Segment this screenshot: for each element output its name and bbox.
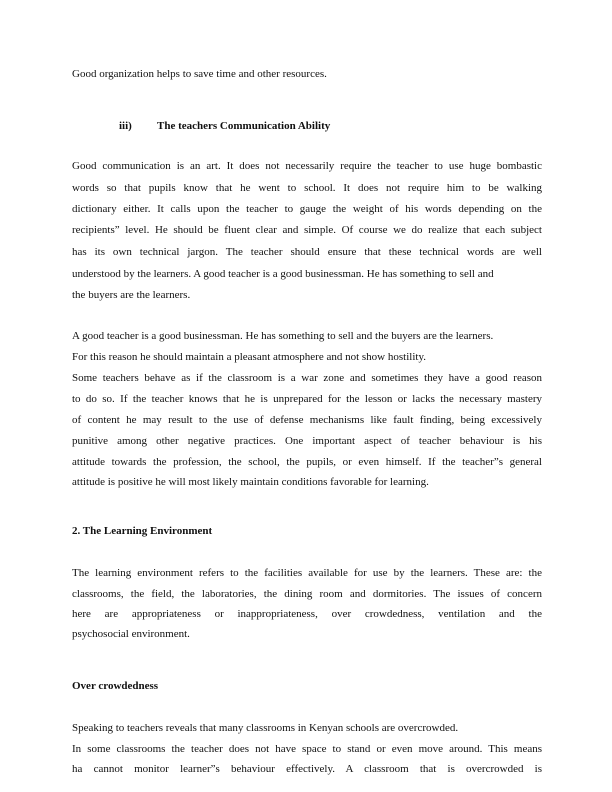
paragraph-line: here are appropriateness or inappropriateness, over crowdedness, ventilation and the: [72, 608, 542, 620]
paragraph-line: The learning environment refers to the facilities available for use by the learners. These are: the: [72, 567, 542, 579]
paragraph-line: A good teacher is a good businessman. He has something to sell and the buyers are the learners.: [72, 330, 494, 342]
section-2-heading: 2. The Learning Environment: [72, 525, 213, 537]
paragraph-line: In some classrooms the teacher does not have space to stand or even move around. This means: [72, 743, 542, 755]
paragraph-line: dictionary either. It calls upon the teacher to gauge the weight of his words depending on the: [72, 203, 542, 215]
paragraph-line: has its own technical jargon. The teacher should ensure that these technical words are well: [72, 246, 542, 258]
paragraph-line: attitude towards the profession, the school, the pupils, or even himself. If the teacher”s general: [72, 456, 542, 468]
paragraph-line: words so that pupils know that he went to school. It does not require him to be walking: [72, 182, 542, 194]
paragraph-line: psychosocial environment.: [72, 628, 190, 640]
section-iii-title: The teachers Communication Ability: [157, 120, 331, 132]
paragraph-line: to do so. If the teacher knows that he is unprepared for the lesson or lacks the necessary mastery: [72, 393, 542, 405]
paragraph-line: Good communication is an art. It does not necessarily require the teacher to use huge bombastic: [72, 160, 542, 172]
paragraph-line: recipients” level. He should be fluent clear and simple. Of course we do realize that each subject: [72, 224, 542, 236]
paragraph-line: attitude is positive he will most likely maintain conditions favorable for learning.: [72, 476, 429, 488]
paragraph-line: the buyers are the learners.: [72, 289, 191, 301]
paragraph-line: Some teachers behave as if the classroom is a war zone and sometimes they have a good reason: [72, 372, 542, 384]
paragraph-line: punitive among other negative practices. One important aspect of teacher behaviour is his: [72, 435, 542, 447]
paragraph-line: of content he may result to the use of defense mechanisms like fault finding, being excessively: [72, 414, 542, 426]
paragraph-line: classrooms, the field, the laboratories, the dining room and dormitories. The issues of concern: [72, 588, 542, 600]
over-crowdedness-heading: Over crowdedness: [72, 680, 159, 692]
section-iii-number: iii): [119, 120, 132, 132]
paragraph-line: For this reason he should maintain a pleasant atmosphere and not show hostility.: [72, 351, 426, 363]
paragraph-line: understood by the learners. A good teacher is a good businessman. He has something to sell and: [72, 268, 494, 280]
paragraph-line: Speaking to teachers reveals that many classrooms in Kenyan schools are overcrowded.: [72, 722, 459, 734]
intro-line: Good organization helps to save time and other resources.: [72, 68, 327, 80]
paragraph-line: ha cannot monitor learner”s behaviour effectively. A classroom that is overcrowded is: [72, 763, 542, 775]
